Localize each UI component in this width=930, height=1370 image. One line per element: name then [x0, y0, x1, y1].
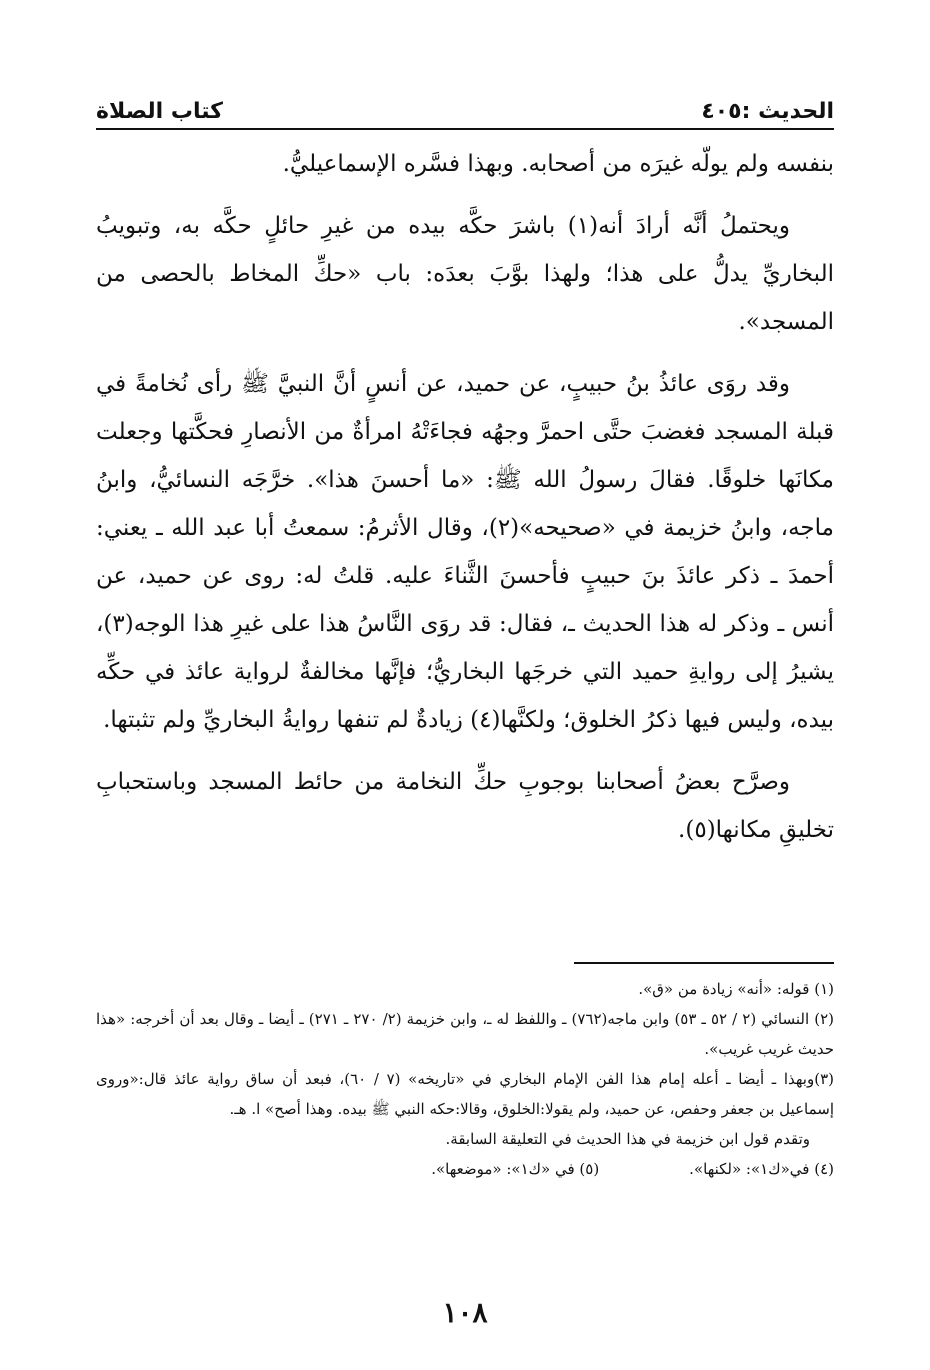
book-title: كتاب الصلاة	[96, 99, 223, 124]
header-rule	[96, 128, 834, 130]
hadith-number: الحديث :٤٠٥	[701, 99, 834, 124]
paragraph-4: وصرَّح بعضُ أصحابنا بوجوبِ حكِّ النخامة من حائط المسجد وباستحبابِ تخليقِ مكانها(٥).	[96, 769, 834, 843]
paragraph-3: وقد روَى عائذُ بنُ حبيبٍ، عن حميد، عن أنسٍ أنَّ النبيَّ ﷺ رأى نُخامةً في قبلة المسجد فغضبَ حتَّى احمرَّ وجهُه فجاءَتْهُ امرأةٌ من الأنصارِ فحكَّتها وجعلت مكانَها خلوقًا. فقالَ رسولُ الله ﷺ: «ما أحسنَ هذا». خرَّجَه النسائيُّ، وابنُ ماجه، وابنُ خزيمة في «صحيحه»(٢)، وقال الأثرمُ: سمعتُ أبا عبد الله ـ يعني: أحمدَ ـ ذكر عائذَ بنَ حبيبٍ فأحسنَ الثَّناءَ عليه. قلتُ له: روى عن حميد، عن أنس ـ وذكر له هذا الحديث ـ، فقال: قد روَى النَّاسُ هذا على غيرِ هذا الوجه(٣)، يشيرُ إلى روايةِ حميد التي خرجَها البخاريُّ؛ فإنَّها مخالفةٌ لرواية عائذ في حكِّه بيده، وليس فيها ذكرُ الخلوق؛ ولكنَّها(٤) زيادةٌ لم تنفها روايةُ البخاريِّ ولم تثبتها.	[96, 371, 834, 733]
running-header	[96, 88, 834, 124]
footnotes	[96, 974, 834, 1184]
footnote-1: (١) قوله: «أنه» زيادة من «ق».	[638, 980, 834, 998]
footnote-3: (٣)وبهذا ـ أيضا ـ أعله إمام هذا الفن الإمام البخاري في «تاريخه» (٧ / ٦٠)، فبعد أن ساق رواية عائذ قال:«وروى إسماعيل بن جعفر وحفص، عن حميد، ولم يقولا:الخلوق، وقالا:حكه النبي ﷺ بيده. وهذا أصح» ا. هـ.	[96, 1070, 834, 1118]
paragraph-1: بنفسه ولم يولّه غيرَه من أصحابه. وبهذا فسَّره الإسماعيليُّ.	[282, 151, 834, 177]
footnote-3-continuation: وتقدم قول ابن خزيمة في هذا الحديث في التعليقة السابقة.	[445, 1130, 810, 1148]
main-text	[96, 140, 834, 868]
footnote-row-4-5	[96, 1154, 834, 1184]
footnote-2: (٢) النسائي (٢ / ٥٢ ـ ٥٣) وابن ماجه(٧٦٢) ـ واللفظ له ـ، وابن خزيمة (٢/ ٢٧٠ ـ ٢٧١) ـ أيضا ـ وقال بعد أن أخرجه: «هذا حديث غريب غريب».	[96, 1010, 834, 1058]
footnote-rule	[574, 962, 834, 964]
footnote-4: (٤) في«ك١»: «لكنها».	[689, 1160, 834, 1178]
page-number: ١٠٨	[442, 1296, 488, 1329]
footnote-5: (٥) في «ك١»: «موضعها».	[431, 1160, 600, 1178]
paragraph-2: ويحتملُ أنَّه أرادَ أنه(١) باشرَ حكَّه بيده من غيرِ حائلٍ حكَّه به، وتبويبُ البخاريِّ يدلُّ على هذا؛ ولهذا بوَّبَ بعدَه: باب «حكِّ المخاط بالحصى من المسجد».	[96, 213, 834, 335]
